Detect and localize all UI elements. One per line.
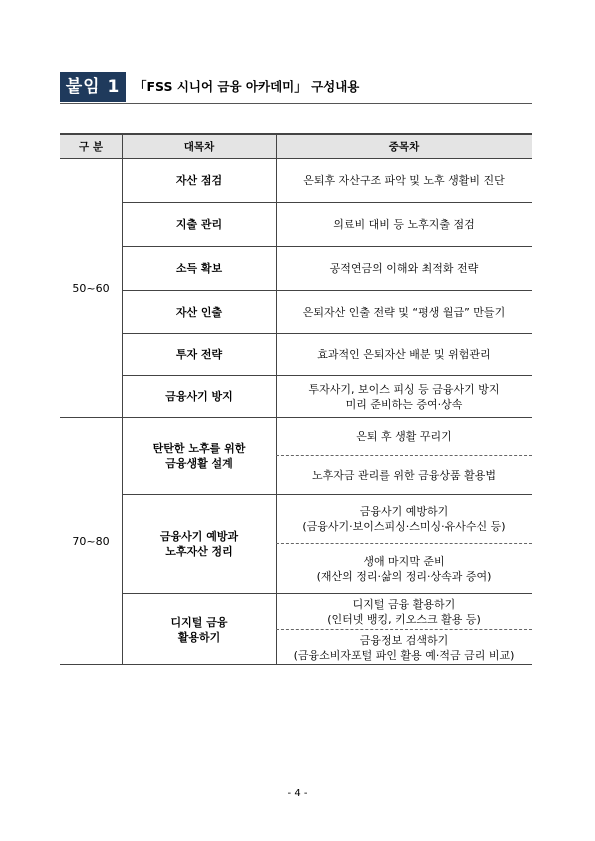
minor-line: (재산의 정리·삶의 정리·상속과 증여): [316, 569, 492, 583]
minor-financial-search: [276, 630, 532, 665]
appendix-title: 「FSS 시니어 금융 아카데미」 구성내용: [134, 79, 360, 94]
minor-fraud-prevention-detail: [276, 495, 532, 543]
group-label-70-80: 70~80: [72, 535, 110, 548]
major-fraud-and-assets: [122, 495, 276, 593]
minor-fraud-prevention: [276, 376, 532, 417]
major-digital-finance: [122, 594, 276, 665]
major-line: 탄탄한 노후를 위한: [152, 442, 246, 455]
minor-line: 디지털 금융 활용하기: [352, 597, 456, 611]
appendix-header: [60, 72, 532, 102]
group-label-50-60: 50~60: [72, 281, 110, 295]
curriculum-table: [60, 133, 532, 665]
minor-asset-check: 은퇴후 자산구조 파악 및 노후 생활비 진단: [303, 174, 505, 187]
minor-line: (인터넷 뱅킹, 키오스크 활용 등): [327, 612, 481, 626]
minor-retirement-life: 은퇴 후 생활 꾸리기: [356, 430, 452, 443]
minor-income: 공적연금의 이해와 최적화 전략: [329, 262, 479, 275]
major-investment: 투자 전략: [175, 348, 223, 361]
minor-retirement-products: 노후자금 관리를 위한 금융상품 활용법: [311, 468, 496, 482]
minor-final-preparation: [276, 544, 532, 593]
minor-line: 미리 준비하는 증여·상속: [345, 397, 463, 411]
page-number: - 4 -: [287, 788, 308, 799]
major-line: 금융생활 설계: [165, 457, 233, 470]
header-minor: 중목차: [276, 135, 532, 159]
minor-line: 금융사기 예방하기: [359, 505, 449, 518]
major-line: 활용하기: [177, 630, 221, 644]
minor-line: (금융사기·보이스피싱·스미싱·유사수신 등): [302, 520, 506, 533]
minor-spending: 의료비 대비 등 노후지출 점검: [333, 218, 475, 231]
header-major: 대목차: [122, 135, 276, 159]
minor-line: 생애 마지막 준비: [363, 554, 445, 568]
major-fraud-prevention: 금융사기 방지: [165, 390, 233, 403]
major-asset-check: 자산 점검: [175, 174, 223, 187]
minor-line: (금융소비자포털 파인 활용 예·적금 금리 비교): [293, 648, 515, 662]
major-line: 디지털 금융: [170, 615, 228, 629]
major-line: 노후자산 정리: [165, 545, 233, 558]
major-solid-retirement: [122, 418, 276, 494]
minor-digital-usage: [276, 594, 532, 629]
header-category: 구 분: [60, 135, 122, 159]
appendix-badge: 붙임 1: [60, 72, 126, 102]
major-spending: 지출 관리: [175, 218, 223, 231]
minor-line: 금융정보 검색하기: [359, 633, 449, 647]
major-withdrawal: 자산 인출: [175, 305, 223, 319]
minor-investment: 효과적인 은퇴자산 배분 및 위험관리: [317, 348, 491, 361]
minor-line: 투자사기, 보이스 피싱 등 금융사기 방지: [308, 382, 500, 396]
header-underline: [60, 103, 532, 104]
minor-withdrawal: 은퇴자산 인출 전략 및 “평생 월급” 만들기: [302, 305, 506, 319]
major-line: 금융사기 예방과: [159, 530, 239, 543]
major-income: 소득 확보: [175, 262, 223, 275]
